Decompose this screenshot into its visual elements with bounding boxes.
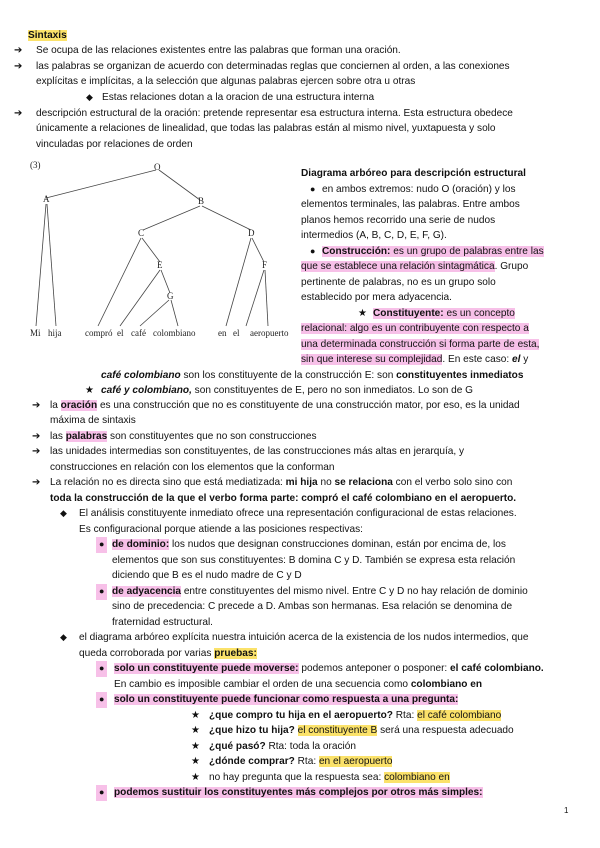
pregunta-highlight: en el aeropuerto [318, 756, 393, 767]
mover-bold: colombiano en [410, 679, 483, 690]
tree-leaf: colombiano [153, 328, 196, 338]
page-number: 1 [564, 806, 569, 815]
tree-node: E [157, 260, 163, 270]
diagram-line: intermedios (A, B, C, D, E, F, G). [301, 230, 447, 241]
tree-label: (3) [30, 160, 41, 170]
construccion-text: es un grupo de palabras entre las [390, 246, 544, 257]
cafe-bold: café y colombiano, [101, 385, 192, 396]
construccion-text: que se establece una relación sintagmática [301, 261, 495, 272]
construccion-text: . Grupo [494, 261, 529, 272]
tree-leaf: hija [48, 328, 62, 338]
diagram-line: en ambos extremos: nudo O (oración) y los [322, 184, 516, 195]
mover-text: podemos anteponer o posponer: [298, 663, 451, 674]
constituyente-text: relacional: algo es un contribuyente con respecto a [301, 323, 529, 334]
tree-leaf: Mi [30, 328, 41, 338]
analysis-text: Es configuracional porque atiende a las posiciones respectivas: [79, 524, 363, 535]
intro-item-line: las palabras se organizan de acuerdo con determinadas reglas que conciernen al orden, a las conexiones [36, 61, 510, 72]
relation-text: con el verbo solo sino con [392, 477, 513, 488]
tree-leaf: el [117, 328, 124, 338]
star-icon: ★ [358, 308, 367, 319]
list-text: la [50, 400, 61, 411]
intro-item: Estas relaciones dotan a la oracion de una estructura interna [102, 92, 375, 103]
pregunta-highlight: colombiano en [384, 772, 450, 783]
arrow-icon: ➔ [14, 108, 23, 119]
adyacencia-label: de adyacencia [112, 586, 182, 597]
constituyente-text: . En este caso: [442, 354, 512, 365]
bullet-icon: ● [310, 184, 316, 194]
pregunta: ¿dónde comprar? [209, 756, 295, 767]
dominio-text: diciendo que B es el nudo madre de C y D [112, 570, 302, 581]
star-icon: ★ [85, 385, 94, 396]
list-text: construcciones en relación con los elementos que la conforman [50, 462, 335, 473]
adyacencia-text: sino de precedencia: C precede a D. Ambas son hermanas. Esa relación se denomina de [112, 601, 513, 612]
bullet-icon: ● [310, 246, 316, 256]
tree-node: F [262, 260, 268, 270]
pregunta: ¿qué pasó? [209, 741, 266, 752]
cafe-text: son constituyentes de E, pero no son inmediatos. Lo son de G [191, 385, 473, 396]
bullet-icon: ● [96, 692, 107, 708]
star-icon: ★ [191, 772, 201, 783]
analysis-text: El análisis constituyente inmediato ofrece una representación configuracional de estas relaciones. [79, 508, 517, 519]
intro-item-line: vinculadas por relaciones de orden [36, 139, 193, 150]
star-icon: ★ [191, 741, 201, 752]
tree-leaf: compró [85, 328, 113, 338]
diagram-line: planos hemos recorrido una serie de nudos [301, 215, 496, 226]
intro-item-line: únicamente a relaciones de linealidad, que todas las palabras están al mismo nivel, yuxtapuesta y solo [36, 123, 496, 134]
dominio-text: los nudos que designan construcciones dominan, están por encima de, los [169, 539, 506, 550]
pregunta-rta: será una respuesta adecuado [377, 725, 514, 736]
diamond-icon: ◆ [60, 508, 67, 518]
tree-node: A [43, 194, 50, 204]
cafe-text: son los constituyente de la construcción E: son [180, 370, 397, 381]
pregunta-rta: no hay pregunta que la respuesta sea: [209, 772, 385, 783]
diagram-heading: Diagrama arbóreo para descripción estructural [301, 168, 526, 179]
list-text: es una construcción que no es constituyente de una construcción mator, por eso, es la unidad [97, 400, 520, 411]
constituyente-text: y [520, 354, 529, 365]
page-title: Sintaxis [28, 30, 67, 41]
construccion-text: pertinente de palabras, no es un grupo solo [301, 277, 496, 288]
arrow-icon: ➔ [32, 400, 41, 411]
pruebas-text: queda corroborada por varias [79, 648, 215, 659]
constituyente-label: Constituyente: [373, 308, 444, 319]
star-icon: ★ [191, 725, 201, 736]
star-icon: ★ [191, 756, 201, 767]
dominio-text: elementos que son sus constituyentes: B domina C y D. También se expresa esta relación [112, 555, 516, 566]
tree-leaf: en [218, 328, 227, 338]
intro-item-line: descripción estructural de la oración: pretende representar esa estructura interna. Esta estructura obedece [36, 108, 513, 119]
bullet-icon: ● [96, 584, 107, 600]
tree-diagram [28, 158, 298, 343]
oracion-highlight: oración [60, 400, 98, 411]
cafe-bold: constituyentes inmediatos [396, 370, 524, 381]
cafe-bold: café colombiano [101, 370, 181, 381]
relation-bold: toda la construcción de la que el verbo forma parte: compró el café colombiano en el aeropuerto. [50, 493, 517, 504]
dominio-label: de dominio: [112, 539, 170, 550]
arrow-icon: ➔ [32, 477, 41, 488]
list-text: las [50, 431, 66, 442]
diagram-line: elementos terminales, las palabras. Entre ambos [301, 199, 520, 210]
list-text: las unidades intermedias son constituyentes, de las construcciones más altas en jerarquía, y [50, 446, 465, 457]
list-text: máxima de sintaxis [50, 415, 136, 426]
relation-bold: se relaciona [334, 477, 393, 488]
respuesta-label: solo un constituyente puede funcionar como respuesta a una pregunta: [114, 694, 459, 705]
arrow-icon: ➔ [32, 431, 41, 442]
diamond-icon: ◆ [86, 92, 93, 102]
list-text: son constituyentes que no son construcciones [107, 431, 317, 442]
pregunta-highlight: el constituyente B [297, 725, 378, 736]
pruebas-highlight: pruebas: [214, 648, 257, 659]
relation-text: La relación no es directa sino que está mediatizada: [50, 477, 286, 488]
tree-node: O [154, 162, 161, 172]
bullet-icon: ● [96, 661, 107, 677]
constituyente-text: una determinada construcción si forma parte de esta, [301, 339, 540, 350]
mover-label: solo un constituyente puede moverse: [114, 663, 299, 674]
tree-node: G [167, 291, 174, 301]
tree-leaf: aeropuerto [250, 328, 289, 338]
star-icon: ★ [191, 710, 201, 721]
pregunta-rta: Rta: [294, 756, 319, 767]
tree-leaf: el [233, 328, 240, 338]
bullet-icon: ● [96, 785, 107, 801]
pregunta: ¿que compro tu hija en el aeropuerto? [209, 710, 393, 721]
pregunta-rta: Rta: toda la oración [265, 741, 356, 752]
relation-bold: mi hija [285, 477, 318, 488]
tree-node: C [138, 228, 145, 238]
arrow-icon: ➔ [14, 61, 23, 72]
relation-text: no [317, 477, 335, 488]
constituyente-text: es un concepto [443, 308, 515, 319]
arrow-icon: ➔ [14, 45, 23, 56]
tree-node: B [198, 196, 205, 206]
tree-node: D [248, 228, 255, 238]
constituyente-text: el [511, 354, 521, 365]
pregunta-rta: Rta: [392, 710, 418, 721]
mover-bold: el café colombiano. [450, 663, 544, 674]
mover-text: En cambio es imposible cambiar el orden de una secuencia como [114, 679, 411, 690]
bullet-icon: ● [96, 537, 107, 553]
adyacencia-text: entre constituyentes del mismo nivel. Entre C y D no hay relación de dominio [181, 586, 528, 597]
constituyente-text: sin que interese su complejidad [301, 354, 443, 365]
pruebas-text: el diagrama arbóreo explícita nuestra intuición acerca de la existencia de los nudos intermedios, que [79, 632, 529, 643]
pregunta-highlight: el café colombiano [417, 710, 502, 721]
construccion-label: Construcción: [322, 246, 391, 257]
pregunta: ¿que hizo tu hija? [209, 725, 295, 736]
construccion-text: establecido por mera adyacencia. [301, 292, 452, 303]
arrow-icon: ➔ [32, 446, 41, 457]
sustituir-label: podemos sustituir los constituyentes más complejos por otros más simples: [114, 787, 483, 798]
tree-leaf: café [131, 328, 146, 338]
intro-item: Se ocupa de las relaciones existentes entre las palabras que forman una oración. [36, 45, 401, 56]
intro-item-line: explícitas e implícitas, a la selección que algunas palabras ejercen sobre otra u otras [36, 76, 416, 87]
adyacencia-text: fraternidad estructural. [112, 617, 213, 628]
diamond-icon: ◆ [60, 632, 67, 642]
palabras-highlight: palabras [65, 431, 108, 442]
